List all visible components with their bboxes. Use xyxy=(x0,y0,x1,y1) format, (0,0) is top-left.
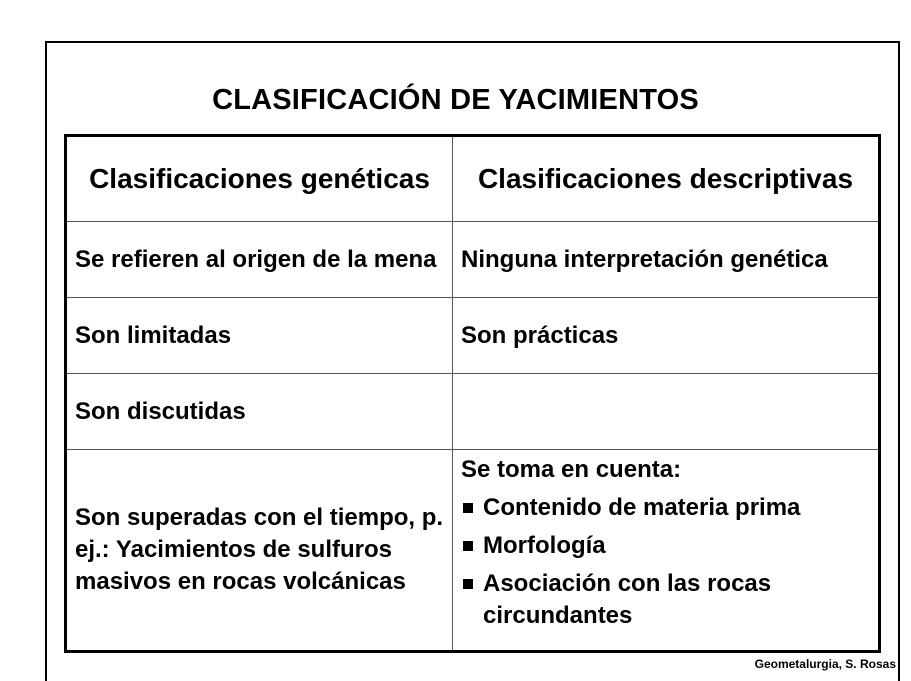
table-row xyxy=(66,298,880,374)
list-item xyxy=(461,530,870,562)
cell-genetic: Se refieren al origen de la mena xyxy=(66,222,453,298)
table-row xyxy=(66,450,880,652)
square-bullet-icon xyxy=(463,541,473,551)
square-bullet-icon xyxy=(463,503,473,513)
table-row xyxy=(66,374,880,450)
cell-descriptive: Ninguna interpretación genética xyxy=(453,222,880,298)
header-genetic: Clasificaciones genéticas xyxy=(66,136,453,222)
slide-title: CLASIFICACIÓN DE YACIMIENTOS xyxy=(212,84,699,116)
footer-credit: Geometalurgia, S. Rosas xyxy=(754,657,896,671)
cell-descriptive: Son prácticas xyxy=(453,298,880,374)
list-intro: Se toma en cuenta: xyxy=(461,456,682,483)
bullet-list xyxy=(461,492,870,632)
list-item-text: Morfología xyxy=(483,532,606,559)
list-item xyxy=(461,492,870,524)
cell-descriptive-empty xyxy=(453,374,880,450)
table-row xyxy=(66,222,880,298)
list-item-text: Asociación con las rocas circundantes xyxy=(483,570,772,629)
cell-genetic: Son limitadas xyxy=(66,298,453,374)
cell-genetic: Son superadas con el tiempo, p. ej.: Yacimientos de sulfuros masivos en rocas volcánicas xyxy=(66,450,453,652)
table-header-row xyxy=(66,136,880,222)
square-bullet-icon xyxy=(463,579,473,589)
classification-table xyxy=(64,134,881,653)
cell-descriptive-list xyxy=(453,450,880,652)
header-descriptive: Clasificaciones descriptivas xyxy=(453,136,880,222)
cell-genetic: Son discutidas xyxy=(66,374,453,450)
list-item-text: Contenido de materia prima xyxy=(483,494,801,521)
list-item xyxy=(461,568,870,632)
